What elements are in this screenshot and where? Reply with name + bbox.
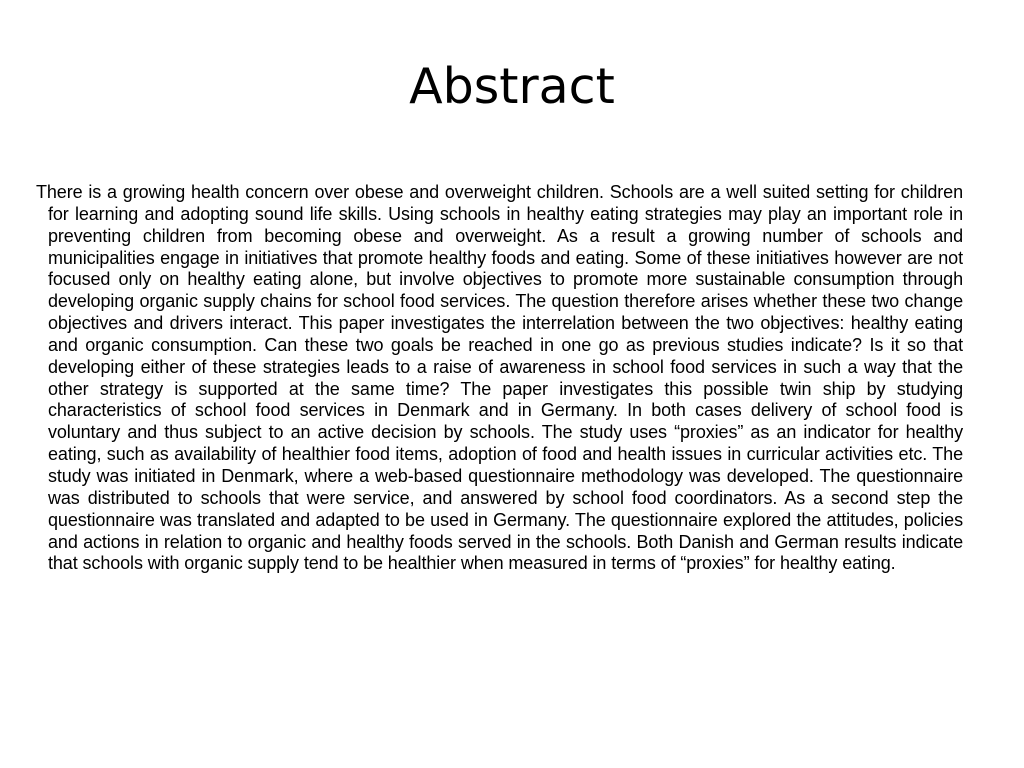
slide-title: Abstract [409, 58, 615, 115]
abstract-body: There is a growing health concern over obese and overweight children. Schools are a well suited setting for children for learning and adopting sound life skills. Using schools in healthy eating strategies may play an important role in preventing children from becoming obese and overweight. As a result a growing number of schools and municipalities engage in initiatives that promote healthy foods and eating. Some of these initiatives however are not focused only on healthy eating alone, but involve objectives to promote more sustainable consumption through developing organic supply chains for school food services. The question therefore arises whether these two change objectives and drivers interact. This paper investigates the interrelation between the two objectives: healthy eating and organic consumption. Can these two goals be reached in one go as previous studies indicate? Is it so that developing either of these strategies leads to a raise of awareness in school food services in such a way that the other strategy is supported at the same time? The paper investigates this possible twin ship by studying characteristics of school food services in Denmark and in Germany. In both cases delivery of school food is voluntary and thus subject to an active decision by schools. The study uses “proxies” as an indicator for healthy eating, such as availability of healthier food items, adoption of food and health issues in curricular activities etc. The study was initiated in Denmark, where a web-based questionnaire methodology was developed. The questionnaire was distributed to schools that were service, and answered by school food coordinators. As a second step the questionnaire was translated and adapted to be used in Germany. The questionnaire explored the attitudes, policies and actions in relation to organic and healthy foods served in the schools. Both Danish and German results indicate that schools with organic supply tend to be healthier when measured in terms of “proxies” for healthy eating. [36, 182, 963, 574]
